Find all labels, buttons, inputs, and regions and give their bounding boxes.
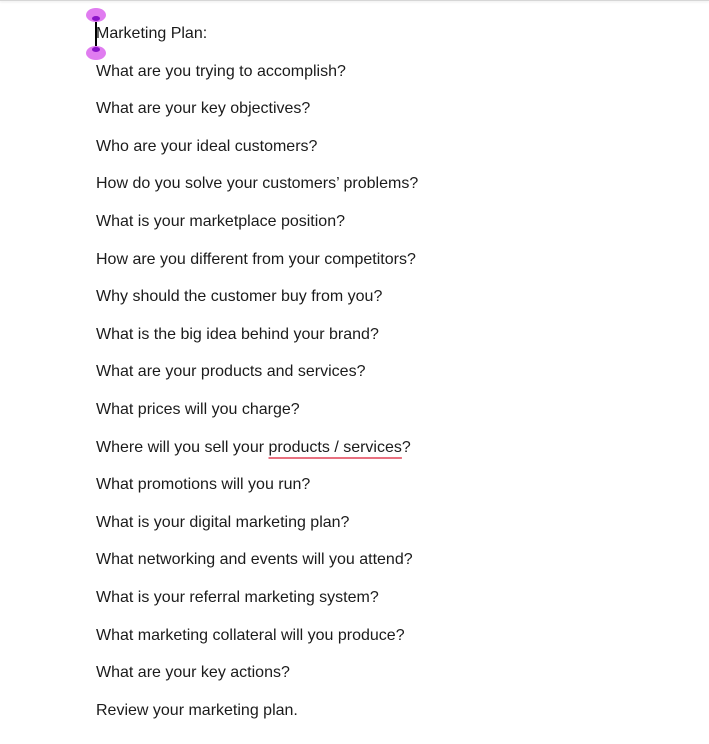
text-cursor	[95, 20, 97, 47]
line-text: Where will you sell your	[96, 438, 269, 456]
document-line[interactable]: How do you solve your customers’ problems?	[96, 175, 419, 193]
document-line[interactable]: What is your marketplace position?	[96, 212, 345, 230]
selection-handle-dot	[92, 47, 100, 52]
selection-handle-end[interactable]	[86, 46, 106, 60]
document-title[interactable]: Marketing Plan:	[96, 25, 208, 42]
document-line[interactable]: What prices will you charge?	[96, 400, 300, 418]
document-line[interactable]: What are you trying to accomplish?	[96, 62, 346, 80]
document-body[interactable]	[96, 22, 696, 736]
selection-handle-start[interactable]	[86, 8, 106, 22]
document-line[interactable]: What promotions will you run?	[96, 476, 311, 494]
document-line[interactable]: Who are your ideal customers?	[96, 137, 318, 155]
document-line[interactable]: What is your digital marketing plan?	[96, 513, 350, 531]
document-line[interactable]: What marketing collateral will you produce?	[96, 626, 405, 644]
page-top-edge	[0, 0, 709, 1]
document-line[interactable]: What is your referral marketing system?	[96, 588, 379, 606]
document-line[interactable]: Why should the customer buy from you?	[96, 288, 383, 306]
selection-handle-dot	[92, 16, 100, 21]
document-line[interactable]: What networking and events will you attend?	[96, 551, 413, 569]
line-text: ?	[401, 438, 411, 456]
document-line[interactable]: Review your marketing plan.	[96, 701, 298, 719]
document-line[interactable]: What are your products and services?	[96, 363, 366, 381]
document-line[interactable]	[96, 436, 696, 474]
document-line[interactable]: What are your key actions?	[96, 664, 290, 682]
document-line[interactable]: What is the big idea behind your brand?	[96, 325, 379, 343]
spellcheck-flagged-text[interactable]: products / services	[268, 438, 402, 456]
document-line[interactable]: What are your key objectives?	[96, 100, 311, 118]
document-line[interactable]: How are you different from your competitors?	[96, 250, 416, 268]
